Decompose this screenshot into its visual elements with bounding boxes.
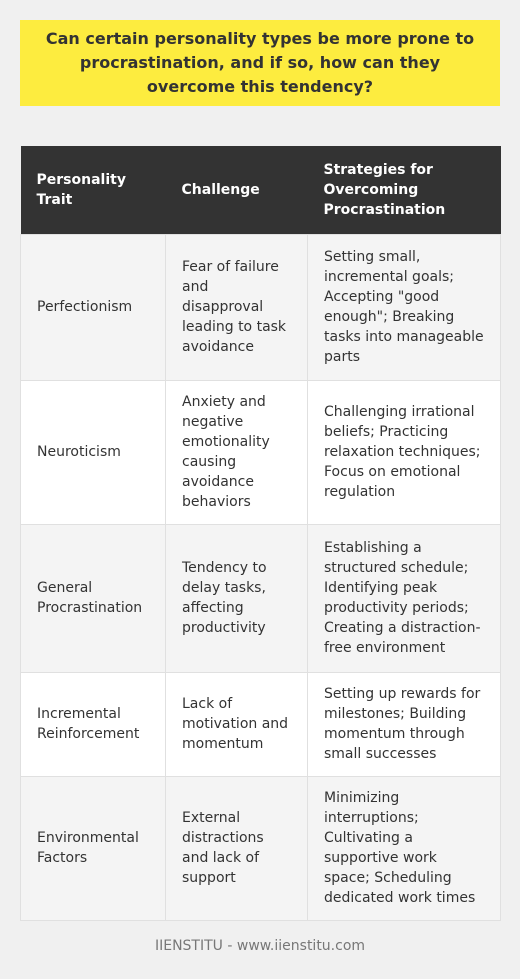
table-row bbox=[21, 380, 501, 524]
trait-cell: Perfectionism bbox=[21, 234, 166, 380]
strategy-cell: Minimizing interruptions; Cultivating a supportive work space; Scheduling dedicated work times bbox=[308, 776, 501, 920]
strategy-cell: Setting up rewards for milestones; Building momentum through small successes bbox=[308, 672, 501, 776]
page-title: Can certain personality types be more prone to procrastination, and if so, how can they overcome this tendency? bbox=[45, 29, 475, 96]
table-row bbox=[21, 776, 501, 920]
trait-cell: Neuroticism bbox=[21, 380, 166, 524]
trait-cell: Environmental Factors bbox=[21, 776, 166, 920]
challenge-cell: Anxiety and negative emotionality causing avoidance behaviors bbox=[166, 380, 308, 524]
footer-credit: IIENSTITU - www.iienstitu.com bbox=[154, 938, 366, 954]
title-banner bbox=[20, 20, 500, 106]
strategy-cell: Setting small, incremental goals; Accepting "good enough"; Breaking tasks into manageable parts bbox=[308, 234, 501, 380]
table-row bbox=[21, 524, 501, 672]
challenge-cell: Lack of motivation and momentum bbox=[166, 672, 308, 776]
strategy-cell: Challenging irrational beliefs; Practicing relaxation techniques; Focus on emotional regulation bbox=[308, 380, 501, 524]
strategy-cell: Establishing a structured schedule; Identifying peak productivity periods; Creating a distraction-free environment bbox=[308, 524, 501, 672]
table-row bbox=[21, 234, 501, 380]
challenge-cell: External distractions and lack of support bbox=[166, 776, 308, 920]
table-header-row bbox=[21, 146, 501, 234]
trait-cell: Incremental Reinforcement bbox=[21, 672, 166, 776]
header-strategies: Strategies for Overcoming Procrastination bbox=[308, 146, 501, 234]
header-challenge: Challenge bbox=[166, 146, 308, 234]
table-row bbox=[21, 672, 501, 776]
challenge-cell: Fear of failure and disapproval leading to task avoidance bbox=[166, 234, 308, 380]
header-personality-trait: Personality Trait bbox=[21, 146, 166, 234]
challenge-cell: Tendency to delay tasks, affecting productivity bbox=[166, 524, 308, 672]
personality-table bbox=[20, 146, 501, 921]
trait-cell: General Procrastination bbox=[21, 524, 166, 672]
